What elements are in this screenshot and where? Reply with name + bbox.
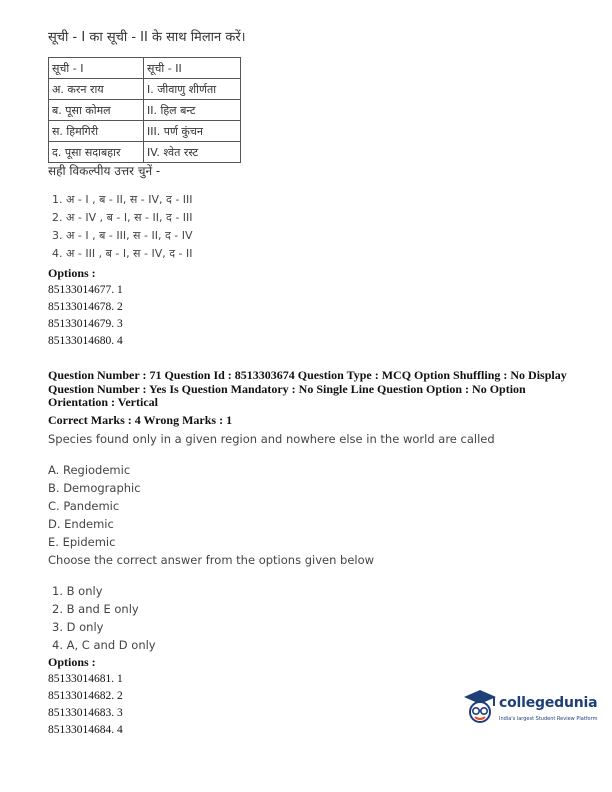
q71-instruction: Choose the correct answer from the options given below <box>48 553 375 567</box>
option-id: 85133014681. 1 <box>48 673 123 685</box>
table-cell: III. पर्ण कुंचन <box>144 121 241 142</box>
match-table <box>48 57 241 163</box>
table-cell: ब. पूसा कोमल <box>49 100 144 121</box>
q70-intro: सूची - I का सूची - II के साथ मिलान करें। <box>48 30 246 45</box>
answer-option: 2. B and E only <box>52 602 139 616</box>
table-row <box>49 121 241 142</box>
table-header-cell: सूची - II <box>144 58 241 79</box>
logo-mark <box>463 688 497 728</box>
q70-instruction: सही विकल्पीय उत्तर चुनें - <box>48 164 161 178</box>
choice-item: C. Pandemic <box>48 499 120 513</box>
table-row <box>49 79 241 100</box>
q71-marks: Correct Marks : 4 Wrong Marks : 1 <box>48 413 233 427</box>
table-cell: अ. करन राय <box>49 79 144 100</box>
q71-option-ids <box>48 671 123 739</box>
answer-option: 3. D only <box>52 620 104 634</box>
q71-question: Species found only in a given region and nowhere else in the world are called <box>48 432 495 446</box>
choice-item: E. Epidemic <box>48 535 116 549</box>
table-cell: IV. श्वेत रस्ट <box>144 142 241 163</box>
graduate-icon <box>463 688 497 728</box>
choice-item: A. Regiodemic <box>48 463 131 477</box>
table-header-row <box>49 58 241 79</box>
q71-answer-list <box>52 582 156 654</box>
logo-tagline: India's largest Student Review Platform <box>499 716 598 722</box>
logo-name: collegedunia <box>499 695 598 711</box>
table-cell: II. हिल बन्ट <box>144 100 241 121</box>
answer-option: 2. अ - IV , ब - I, स - II, द - III <box>52 211 193 224</box>
option-id: 85133014680. 4 <box>48 335 123 347</box>
choice-item: D. Endemic <box>48 517 114 531</box>
table-cell: स. हिमगिरी <box>49 121 144 142</box>
table-cell: द. पूसा सदाबहार <box>49 142 144 163</box>
answer-option: 4. A, C and D only <box>52 638 156 652</box>
table-cell: I. जीवाणु शीर्णता <box>144 79 241 100</box>
option-id: 85133014682. 2 <box>48 690 123 702</box>
answer-option: 1. अ - I , ब - II, स - IV, द - III <box>52 193 193 206</box>
option-id: 85133014678. 2 <box>48 301 123 313</box>
answer-option: 1. B only <box>52 584 103 598</box>
option-id: 85133014684. 4 <box>48 724 123 736</box>
table-row <box>49 142 241 163</box>
q71-choice-list <box>48 461 141 551</box>
option-id: 85133014683. 3 <box>48 707 123 719</box>
q70-answer-list <box>52 191 193 263</box>
table-row <box>49 100 241 121</box>
option-id: 85133014679. 3 <box>48 318 123 330</box>
q70-options-label: Options : <box>48 266 96 280</box>
table-header-cell: सूची - I <box>49 58 144 79</box>
q70-option-ids <box>48 282 123 350</box>
choice-item: B. Demographic <box>48 481 141 495</box>
answer-option: 4. अ - III , ब - I, स - IV, द - II <box>52 247 193 260</box>
q71-options-label: Options : <box>48 655 96 669</box>
option-id: 85133014677. 1 <box>48 284 123 296</box>
answer-option: 3. अ - I , ब - III, स - II, द - IV <box>52 229 193 242</box>
q71-header: Question Number : 71 Question Id : 8513303674 Question Type : MCQ Option Shuffling : No Display Question Number : Yes Is Question Mandatory : No Single Line Question Option : No Option Orientation : Vertical <box>48 368 567 409</box>
